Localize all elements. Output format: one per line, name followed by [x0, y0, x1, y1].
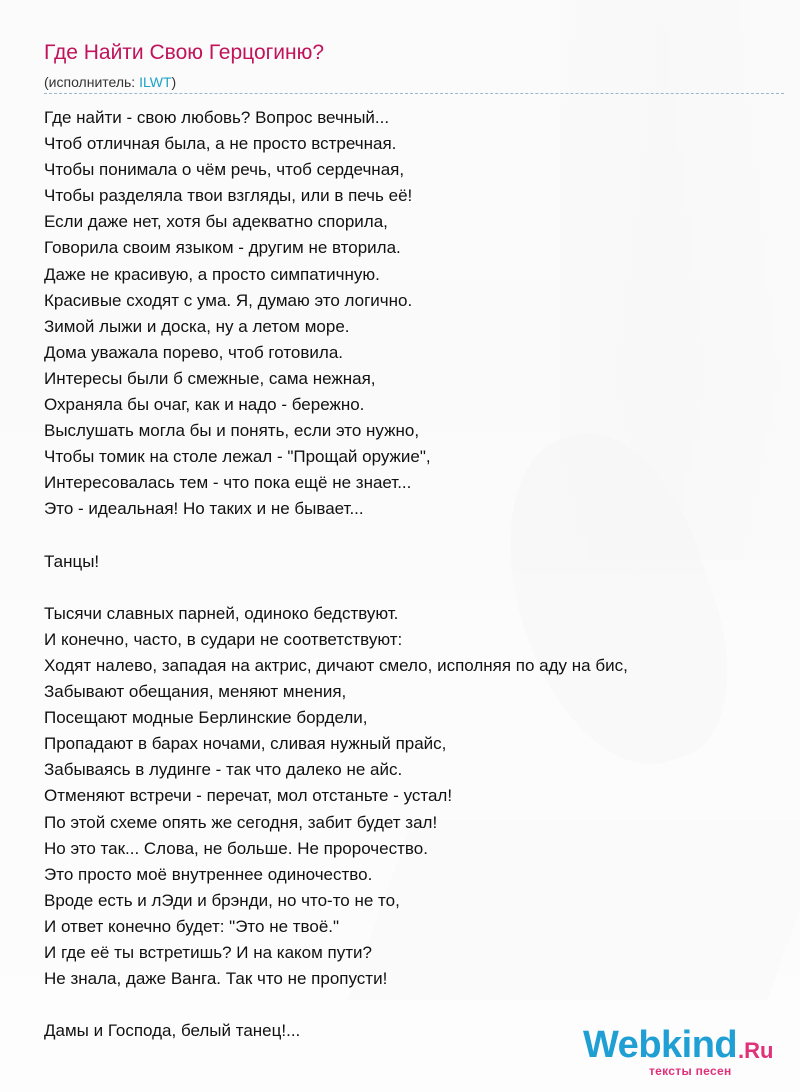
lyrics-blank-line	[44, 575, 784, 601]
lyrics-text	[44, 105, 784, 1044]
lyrics-line: Дома уважала порево, чтоб готовила.	[44, 342, 344, 362]
logo-tagline: тексты песен	[649, 1064, 732, 1078]
lyrics-line: Но это так... Слова, не больше. Не пророчество.	[44, 838, 428, 858]
lyrics-line: Где найти - свою любовь? Вопрос вечный...	[44, 108, 390, 127]
lyrics-blank-line	[44, 523, 784, 549]
artist-prefix: (исполнитель:	[44, 74, 140, 90]
lyrics-line: По этой схеме опять же сегодня, забит будет зал!	[44, 812, 438, 832]
lyrics-line: Не знала, даже Ванга. Так что не пропусти!	[44, 969, 388, 989]
lyrics-line: Если даже нет, хотя бы адекватно спорила,	[44, 212, 388, 232]
lyrics-line: Даже не красивую, а просто симпатичную.	[44, 264, 380, 284]
lyrics-line: Вроде есть и лЭди и брэнди, но что-то не то,	[44, 890, 400, 910]
lyrics-blank-line	[44, 992, 784, 1018]
lyrics-line: И конечно, часто, в судари не соответствуют:	[44, 629, 403, 649]
lyrics-line: Интересы были б смежные, сама нежная,	[44, 368, 376, 388]
lyrics-line: И где её ты встретишь? И на каком пути?	[44, 943, 372, 962]
lyrics-line: Забываясь в лудинге - так что далеко не айс.	[44, 760, 403, 780]
lyrics-line: Чтоб отличная была, а не просто встречная.	[44, 134, 397, 154]
lyrics-line: Интересовалась тем - что пока ещё не знает...	[44, 473, 412, 493]
artist-suffix: )	[171, 74, 177, 90]
lyrics-line: Красивые сходят с ума. Я, думаю это логично.	[44, 290, 413, 310]
lyrics-line: Ходят налево, западая на актрис, дичают смело, исполняя по аду на бис,	[44, 655, 628, 675]
lyrics-line: Отменяют встречи - перечат, мол отстаньте - устал!	[44, 786, 453, 806]
lyrics-line: Выслушать могла бы и понять, если это нужно,	[44, 421, 420, 441]
lyrics-line: Чтобы разделяла твои взгляды, или в печь её!	[44, 186, 413, 206]
artist-link[interactable]: ILWT	[139, 74, 172, 90]
site-logo[interactable]	[583, 1024, 783, 1084]
lyrics-line: Чтобы понимала о чём речь, чтоб сердечная,	[44, 160, 405, 180]
song-title: Где Найти Свою Герцогиню?	[44, 41, 325, 64]
logo-domain: .Ru	[738, 1038, 774, 1063]
lyrics-line: Дамы и Господа, белый танец!...	[44, 1021, 301, 1041]
lyrics-line: Пропадают в барах ночами, сливая нужный прайс,	[44, 734, 447, 754]
lyrics-line: Это - идеальная! Но таких и не бывает...	[44, 499, 364, 519]
artist-line	[44, 74, 176, 90]
lyrics-line: Танцы!	[44, 551, 100, 571]
lyrics-line: Это просто моё внутреннее одиночество.	[44, 864, 373, 884]
lyrics-line: Зимой лыжи и доска, ну а летом море.	[44, 316, 350, 336]
logo-name: Webkind	[583, 1024, 738, 1066]
lyrics-line: Говорила своим языком - другим не вторила.	[44, 238, 401, 258]
lyrics-line: Посещают модные Берлинские бордели,	[44, 708, 368, 728]
lyrics-line: Тысячи славных парней, одиноко бедствуют.	[44, 603, 399, 623]
lyrics-line: Забывают обещания, меняют мнения,	[44, 682, 347, 702]
lyrics-line: И ответ конечно будет: "Это не твоё."	[44, 916, 340, 936]
title-divider	[44, 93, 784, 94]
lyrics-line: Охраняла бы очаг, как и надо - бережно.	[44, 395, 365, 415]
lyrics-line: Чтобы томик на столе лежал - "Прощай оружие",	[44, 447, 431, 467]
